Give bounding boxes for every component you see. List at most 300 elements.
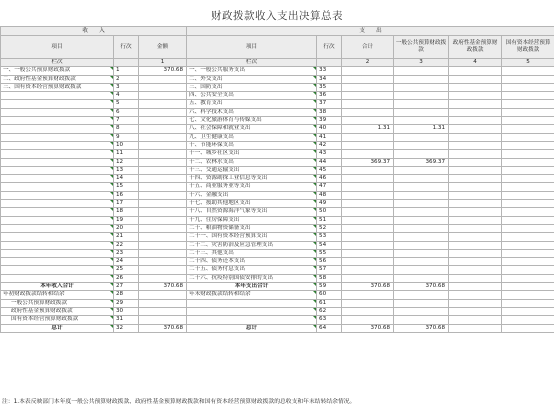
expense-item: 八、社会保障和就业支出 [187,125,317,133]
income-amount: 370.68 [139,283,187,291]
expense-total: 369.37 [342,158,394,166]
expense-fund [449,241,502,249]
page-title: 财政拨款收入支出决算总表 [211,10,343,22]
income-line: 28 [114,291,139,299]
expense-item: 十二、农林水支出 [187,158,317,166]
expense-total [342,249,394,257]
income-item: 一、一般公共预算财政拨款 [1,67,114,75]
table-row [1,125,554,133]
expense-general [394,258,449,266]
table-row [1,100,554,108]
expense-general [394,175,449,183]
income-line: 27 [114,283,139,291]
income-amount [139,175,187,183]
expense-line: 46 [317,175,342,183]
expense-fund [449,133,502,141]
expense-total [342,258,394,266]
expense-total [342,67,394,75]
income-line: 3 [114,83,139,91]
expense-line: 40 [317,125,342,133]
expense-total [342,92,394,100]
income-amount [139,158,187,166]
expense-fund [449,125,502,133]
expense-state [502,133,554,141]
expense-fund [449,117,502,125]
income-line: 2 [114,75,139,83]
income-line: 6 [114,108,139,116]
table-row [1,208,554,216]
income-item [1,175,114,183]
income-line: 13 [114,166,139,174]
expense-state [502,158,554,166]
expense-state [502,224,554,232]
expense-fund [449,67,502,75]
income-amount [139,150,187,158]
expense-item: 十一、城乡社区支出 [187,150,317,158]
table-row [1,258,554,266]
income-item [1,191,114,199]
expense-item: 二十五、债务付息支出 [187,266,317,274]
income-amount [139,224,187,232]
income-amount [139,258,187,266]
income-item [1,133,114,141]
expense-general [394,216,449,224]
expense-line: 49 [317,200,342,208]
expense-state [502,141,554,149]
expense-general [394,200,449,208]
income-amount [139,83,187,91]
expense-total [342,307,394,315]
income-line: 16 [114,191,139,199]
expense-fund [449,307,502,315]
expense-line: 55 [317,249,342,257]
income-line: 20 [114,224,139,232]
income-line: 18 [114,208,139,216]
table-row [1,283,554,291]
expense-total: 370.68 [342,324,394,332]
income-amount [139,108,187,116]
expense-total [342,83,394,91]
expense-state [502,175,554,183]
expense-item: 三、国防支出 [187,83,317,91]
income-item [1,216,114,224]
expense-item: 二十二、灾害防治及应急管理支出 [187,241,317,249]
table-row [1,241,554,249]
income-item [1,208,114,216]
income-line: 25 [114,266,139,274]
expense-line: 44 [317,158,342,166]
expense-general [394,92,449,100]
expense-state [502,183,554,191]
income-item: 二、政府性基金预算财政拨款 [1,75,114,83]
expense-state [502,75,554,83]
expense-state [502,324,554,332]
income-line: 5 [114,100,139,108]
expense-line: 53 [317,233,342,241]
expense-general [394,100,449,108]
expense-fund [449,283,502,291]
expense-general [394,299,449,307]
expense-state [502,274,554,282]
expense-item: 六、科学技术支出 [187,108,317,116]
expense-fund [449,258,502,266]
table-row [1,233,554,241]
expense-general [394,241,449,249]
expense-line: 60 [317,291,342,299]
expense-item: 一、一般公共服务支出 [187,67,317,75]
income-line: 11 [114,150,139,158]
income-item [1,158,114,166]
expense-total [342,233,394,241]
col-state: 国有资本经营预算财政拨款 [502,36,554,59]
income-item [1,200,114,208]
expense-item: 二十一、国有资本经营预算支出 [187,233,317,241]
expense-total: 370.68 [342,283,394,291]
expense-line: 63 [317,316,342,324]
expense-line: 47 [317,183,342,191]
expense-total [342,75,394,83]
expense-general [394,133,449,141]
expense-fund [449,92,502,100]
income-amount [139,100,187,108]
expense-item [187,299,317,307]
income-line: 21 [114,233,139,241]
income-line: 1 [114,67,139,75]
table-row [1,108,554,116]
expense-state [502,216,554,224]
income-line: 17 [114,200,139,208]
expense-state [502,125,554,133]
expense-fund [449,299,502,307]
expense-general: 1.31 [394,125,449,133]
index-4: 4 [449,59,502,67]
income-line: 7 [114,117,139,125]
expense-state [502,283,554,291]
table-row [1,141,554,149]
expense-fund [449,266,502,274]
expense-item: 十四、资源勘探工业信息等支出 [187,175,317,183]
income-item: 总计 [1,324,114,332]
expense-total [342,224,394,232]
index-1: 1 [139,59,187,67]
expense-total [342,200,394,208]
income-item [1,241,114,249]
expense-state [502,191,554,199]
expense-general [394,183,449,191]
income-amount [139,75,187,83]
expense-fund [449,108,502,116]
expense-line: 50 [317,208,342,216]
income-item [1,224,114,232]
expense-general [394,117,449,125]
expense-general [394,224,449,232]
expense-line: 43 [317,150,342,158]
expense-fund [449,224,502,232]
income-line: 12 [114,158,139,166]
table-row [1,316,554,324]
expense-total [342,175,394,183]
expense-state [502,117,554,125]
income-amount [139,166,187,174]
expense-item [187,307,317,315]
expense-total [342,266,394,274]
expense-general [394,274,449,282]
expense-fund [449,75,502,83]
expense-state [502,200,554,208]
col-exp-line: 行次 [317,36,342,59]
expense-item [187,316,317,324]
expense-item: 九、卫生健康支出 [187,133,317,141]
expense-line: 54 [317,241,342,249]
expense-line: 62 [317,307,342,315]
table-row [1,324,554,332]
expense-state [502,241,554,249]
expense-state [502,100,554,108]
income-item [1,249,114,257]
expense-fund [449,100,502,108]
table-row [1,117,554,125]
table-row [1,75,554,83]
income-line: 14 [114,175,139,183]
expense-line: 51 [317,216,342,224]
expense-total [342,183,394,191]
budget-table [0,26,554,333]
index-3: 3 [394,59,449,67]
table-row [1,183,554,191]
expense-item: 本年支出合计 [187,283,317,291]
income-amount [139,141,187,149]
expense-general [394,141,449,149]
expense-item: 四、公共安全支出 [187,92,317,100]
income-line: 24 [114,258,139,266]
expense-general [394,150,449,158]
expense-general [394,249,449,257]
expense-fund [449,249,502,257]
expense-state [502,258,554,266]
table-row [1,274,554,282]
expense-general [394,75,449,83]
expense-total [342,216,394,224]
expense-fund [449,141,502,149]
expense-item: 十六、金融支出 [187,191,317,199]
col-line: 行次 [114,36,139,59]
expense-fund [449,158,502,166]
expense-item: 二十六、抗疫特别国债安排的支出 [187,274,317,282]
index-2: 2 [342,59,394,67]
table-row [1,299,554,307]
expense-total [342,117,394,125]
table-row [1,266,554,274]
expense-state [502,316,554,324]
income-line: 15 [114,183,139,191]
expense-line: 41 [317,133,342,141]
income-amount [139,241,187,249]
expense-line: 56 [317,258,342,266]
expense-total [342,316,394,324]
income-item: 国有资本经营预算财政拨款 [1,316,114,324]
expense-line: 58 [317,274,342,282]
income-line: 9 [114,133,139,141]
expense-state [502,291,554,299]
expense-total [342,299,394,307]
expense-fund [449,166,502,174]
expense-state [502,83,554,91]
table-row [1,83,554,91]
expense-fund [449,83,502,91]
income-item: 政府性基金预算财政拨款 [1,307,114,315]
expense-total [342,166,394,174]
income-line: 29 [114,299,139,307]
income-item: 三、国有资本经营预算财政拨款 [1,83,114,91]
expense-total [342,274,394,282]
expense-total [342,150,394,158]
income-amount [139,183,187,191]
expense-line: 59 [317,283,342,291]
expense-line: 33 [317,67,342,75]
expense-general [394,191,449,199]
expense-line: 38 [317,108,342,116]
expense-line: 34 [317,75,342,83]
income-amount [139,200,187,208]
expense-state [502,166,554,174]
expense-state [502,266,554,274]
expense-state [502,67,554,75]
table-row [1,92,554,100]
expense-fund [449,274,502,282]
col-amount: 金额 [139,36,187,59]
income-amount [139,249,187,257]
expense-total [342,208,394,216]
expense-item: 五、教育支出 [187,100,317,108]
table-row [1,158,554,166]
income-amount [139,191,187,199]
income-amount [139,291,187,299]
table-row [1,67,554,75]
table-row [1,150,554,158]
income-amount [139,233,187,241]
income-amount [139,216,187,224]
income-item [1,117,114,125]
table-row [1,175,554,183]
col-general: 一般公共预算财政拨款 [394,36,449,59]
expense-total [342,141,394,149]
expense-state [502,307,554,315]
income-amount [139,117,187,125]
expense-state [502,299,554,307]
expense-general [394,67,449,75]
expense-general [394,307,449,315]
expense-total [342,191,394,199]
expense-item: 年末财政拨款结转和结余 [187,291,317,299]
expense-total [342,133,394,141]
col-fund: 政府性基金预算财政拨款 [449,36,502,59]
expense-state [502,92,554,100]
income-item [1,183,114,191]
expense-state [502,208,554,216]
expense-line: 61 [317,299,342,307]
table-row [1,307,554,315]
expense-general [394,208,449,216]
income-amount [139,133,187,141]
expense-line: 64 [317,324,342,332]
income-amount [139,307,187,315]
income-amount: 370.68 [139,324,187,332]
income-line: 19 [114,216,139,224]
expense-line: 48 [317,191,342,199]
expense-fund [449,200,502,208]
expense-state [502,150,554,158]
expense-state [502,108,554,116]
expense-general [394,316,449,324]
expense-general [394,233,449,241]
lanci-label: 栏次 [1,59,114,67]
expense-item: 十七、援助其他地区支出 [187,200,317,208]
income-amount [139,266,187,274]
income-item [1,266,114,274]
income-amount [139,316,187,324]
expense-general: 370.68 [394,283,449,291]
expense-fund [449,324,502,332]
expense-item: 十九、住房保障支出 [187,216,317,224]
expense-fund [449,150,502,158]
income-item [1,125,114,133]
expense-fund [449,175,502,183]
income-line: 32 [114,324,139,332]
expense-fund [449,216,502,224]
expense-fund [449,233,502,241]
expense-item: 七、文化旅游体育与传媒支出 [187,117,317,125]
expense-item: 十五、商业服务业等支出 [187,183,317,191]
expense-general [394,108,449,116]
index-5: 5 [502,59,554,67]
col-item: 项目 [1,36,114,59]
income-item [1,92,114,100]
expense-item: 总计 [187,324,317,332]
expense-line: 57 [317,266,342,274]
income-item [1,141,114,149]
income-item [1,258,114,266]
expense-general: 370.68 [394,324,449,332]
expense-item: 二十、粮油物资储备支出 [187,224,317,232]
income-line: 10 [114,141,139,149]
expense-general [394,83,449,91]
expense-item: 二十四、债务还本支出 [187,258,317,266]
income-amount [139,208,187,216]
expense-fund [449,208,502,216]
table-row [1,133,554,141]
expense-header: 支 出 [187,27,554,36]
income-amount: 370.68 [139,67,187,75]
expense-total [342,291,394,299]
expense-general [394,291,449,299]
income-item: 一般公共预算财政拨款 [1,299,114,307]
expense-line: 45 [317,166,342,174]
expense-line: 52 [317,224,342,232]
expense-fund [449,291,502,299]
table-row [1,249,554,257]
col-exp-item: 项目 [187,36,317,59]
expense-item: 二十三、其他支出 [187,249,317,257]
col-total: 合计 [342,36,394,59]
expense-total: 1.31 [342,125,394,133]
table-row [1,191,554,199]
expense-item: 十八、自然资源海洋气象等支出 [187,208,317,216]
expense-line: 36 [317,92,342,100]
expense-fund [449,183,502,191]
expense-state [502,233,554,241]
income-header: 收 入 [1,27,187,36]
expense-line: 39 [317,117,342,125]
